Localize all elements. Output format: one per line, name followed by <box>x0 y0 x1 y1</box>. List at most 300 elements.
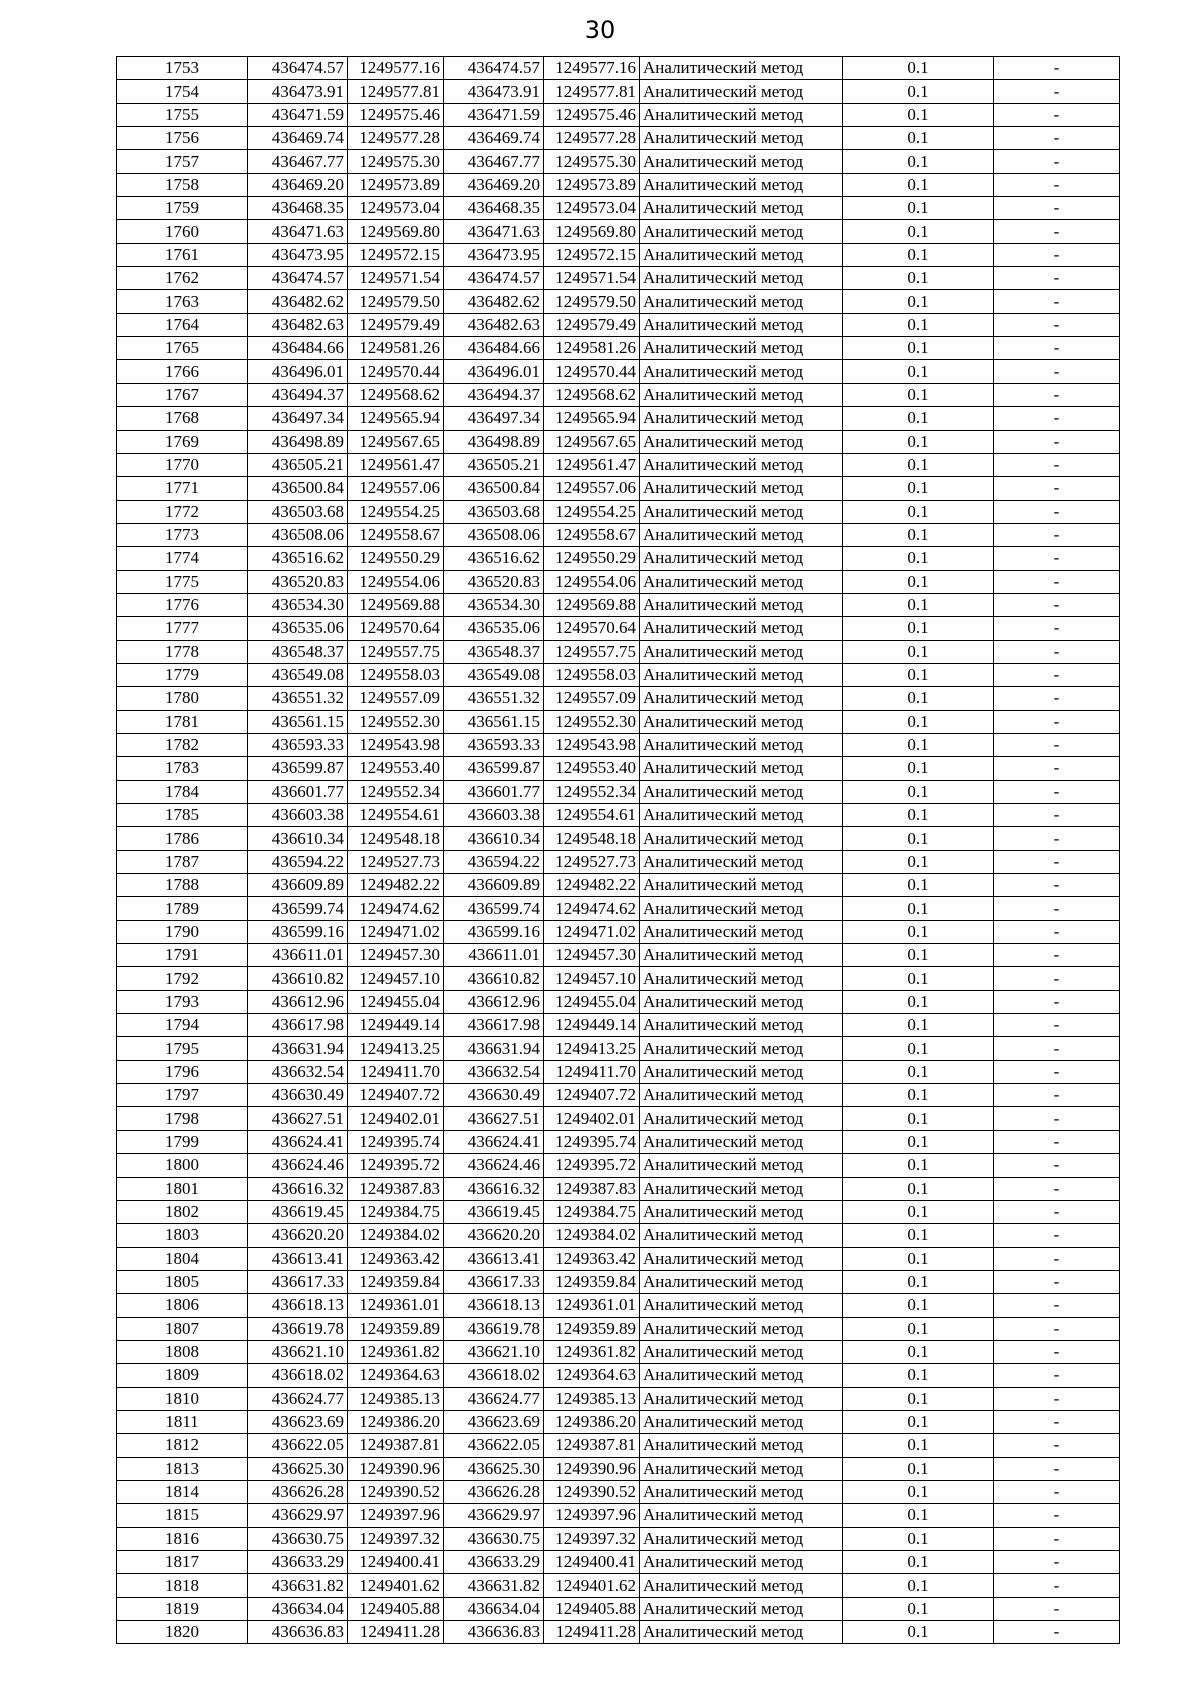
y-new-cell: 1249568.62 <box>544 383 640 406</box>
method-cell: Аналитический метод <box>640 1410 843 1433</box>
y-old-cell: 1249390.96 <box>348 1457 444 1480</box>
table-row <box>117 1597 1120 1620</box>
method-cell: Аналитический метод <box>640 710 843 733</box>
x-old-cell: 436548.37 <box>248 640 348 663</box>
table-row <box>117 337 1120 360</box>
y-new-cell: 1249527.73 <box>544 850 640 873</box>
precision-cell: 0.1 <box>843 733 994 756</box>
x-new-cell: 436505.21 <box>444 453 544 476</box>
point-number-cell: 1774 <box>117 547 248 570</box>
description-cell: - <box>994 1597 1120 1620</box>
point-number-cell: 1766 <box>117 360 248 383</box>
precision-cell: 0.1 <box>843 337 994 360</box>
method-cell: Аналитический метод <box>640 103 843 126</box>
x-new-cell: 436467.77 <box>444 150 544 173</box>
description-cell: - <box>994 990 1120 1013</box>
x-old-cell: 436599.74 <box>248 897 348 920</box>
description-cell: - <box>994 430 1120 453</box>
y-new-cell: 1249575.46 <box>544 103 640 126</box>
table-row <box>117 313 1120 336</box>
point-number-cell: 1758 <box>117 173 248 196</box>
y-new-cell: 1249457.10 <box>544 967 640 990</box>
x-new-cell: 436621.10 <box>444 1340 544 1363</box>
description-cell: - <box>994 780 1120 803</box>
x-old-cell: 436617.98 <box>248 1014 348 1037</box>
x-old-cell: 436629.97 <box>248 1504 348 1527</box>
precision-cell: 0.1 <box>843 710 994 733</box>
y-old-cell: 1249554.61 <box>348 804 444 827</box>
x-new-cell: 436603.38 <box>444 804 544 827</box>
y-new-cell: 1249552.34 <box>544 780 640 803</box>
coordinates-table <box>116 56 1120 1644</box>
x-old-cell: 436520.83 <box>248 570 348 593</box>
precision-cell: 0.1 <box>843 383 994 406</box>
description-cell: - <box>994 523 1120 546</box>
method-cell: Аналитический метод <box>640 1457 843 1480</box>
y-new-cell: 1249575.30 <box>544 150 640 173</box>
y-new-cell: 1249579.49 <box>544 313 640 336</box>
y-new-cell: 1249474.62 <box>544 897 640 920</box>
point-number-cell: 1799 <box>117 1130 248 1153</box>
description-cell: - <box>994 1247 1120 1270</box>
method-cell: Аналитический метод <box>640 267 843 290</box>
x-old-cell: 436494.37 <box>248 383 348 406</box>
method-cell: Аналитический метод <box>640 453 843 476</box>
description-cell: - <box>994 453 1120 476</box>
method-cell: Аналитический метод <box>640 1084 843 1107</box>
y-old-cell: 1249565.94 <box>348 407 444 430</box>
x-new-cell: 436630.75 <box>444 1527 544 1550</box>
precision-cell: 0.1 <box>843 1014 994 1037</box>
method-cell: Аналитический метод <box>640 150 843 173</box>
y-old-cell: 1249385.13 <box>348 1387 444 1410</box>
y-old-cell: 1249550.29 <box>348 547 444 570</box>
point-number-cell: 1775 <box>117 570 248 593</box>
table-row <box>117 850 1120 873</box>
x-new-cell: 436616.32 <box>444 1177 544 1200</box>
precision-cell: 0.1 <box>843 1130 994 1153</box>
x-new-cell: 436500.84 <box>444 477 544 500</box>
point-number-cell: 1784 <box>117 780 248 803</box>
x-old-cell: 436620.20 <box>248 1224 348 1247</box>
x-new-cell: 436634.04 <box>444 1597 544 1620</box>
point-number-cell: 1812 <box>117 1434 248 1457</box>
table-row <box>117 453 1120 476</box>
point-number-cell: 1763 <box>117 290 248 313</box>
method-cell: Аналитический метод <box>640 1480 843 1503</box>
point-number-cell: 1800 <box>117 1154 248 1177</box>
point-number-cell: 1819 <box>117 1597 248 1620</box>
table-row <box>117 1480 1120 1503</box>
description-cell: - <box>994 407 1120 430</box>
point-number-cell: 1804 <box>117 1247 248 1270</box>
point-number-cell: 1780 <box>117 687 248 710</box>
y-old-cell: 1249413.25 <box>348 1037 444 1060</box>
precision-cell: 0.1 <box>843 1037 994 1060</box>
y-old-cell: 1249387.81 <box>348 1434 444 1457</box>
x-old-cell: 436618.13 <box>248 1294 348 1317</box>
x-old-cell: 436625.30 <box>248 1457 348 1480</box>
y-new-cell: 1249395.72 <box>544 1154 640 1177</box>
x-new-cell: 436594.22 <box>444 850 544 873</box>
x-old-cell: 436616.32 <box>248 1177 348 1200</box>
x-old-cell: 436633.29 <box>248 1551 348 1574</box>
precision-cell: 0.1 <box>843 1480 994 1503</box>
method-cell: Аналитический метод <box>640 337 843 360</box>
table-row <box>117 103 1120 126</box>
precision-cell: 0.1 <box>843 477 994 500</box>
y-old-cell: 1249387.83 <box>348 1177 444 1200</box>
point-number-cell: 1776 <box>117 593 248 616</box>
x-old-cell: 436469.74 <box>248 127 348 150</box>
precision-cell: 0.1 <box>843 687 994 710</box>
x-old-cell: 436631.82 <box>248 1574 348 1597</box>
method-cell: Аналитический метод <box>640 1060 843 1083</box>
method-cell: Аналитический метод <box>640 780 843 803</box>
x-new-cell: 436617.98 <box>444 1014 544 1037</box>
y-old-cell: 1249384.75 <box>348 1200 444 1223</box>
precision-cell: 0.1 <box>843 453 994 476</box>
description-cell: - <box>994 1177 1120 1200</box>
y-new-cell: 1249364.63 <box>544 1364 640 1387</box>
description-cell: - <box>994 197 1120 220</box>
table-row <box>117 640 1120 663</box>
description-cell: - <box>994 967 1120 990</box>
y-old-cell: 1249567.65 <box>348 430 444 453</box>
y-new-cell: 1249413.25 <box>544 1037 640 1060</box>
method-cell: Аналитический метод <box>640 1551 843 1574</box>
x-new-cell: 436601.77 <box>444 780 544 803</box>
description-cell: - <box>994 593 1120 616</box>
y-old-cell: 1249363.42 <box>348 1247 444 1270</box>
description-cell: - <box>994 804 1120 827</box>
method-cell: Аналитический метод <box>640 944 843 967</box>
y-old-cell: 1249554.06 <box>348 570 444 593</box>
description-cell: - <box>994 290 1120 313</box>
point-number-cell: 1815 <box>117 1504 248 1527</box>
y-new-cell: 1249569.80 <box>544 220 640 243</box>
table-row <box>117 1200 1120 1223</box>
x-old-cell: 436617.33 <box>248 1270 348 1293</box>
y-new-cell: 1249577.28 <box>544 127 640 150</box>
point-number-cell: 1790 <box>117 920 248 943</box>
x-new-cell: 436494.37 <box>444 383 544 406</box>
precision-cell: 0.1 <box>843 1621 994 1644</box>
y-old-cell: 1249557.75 <box>348 640 444 663</box>
y-new-cell: 1249384.02 <box>544 1224 640 1247</box>
description-cell: - <box>994 80 1120 103</box>
method-cell: Аналитический метод <box>640 1037 843 1060</box>
point-number-cell: 1754 <box>117 80 248 103</box>
point-number-cell: 1778 <box>117 640 248 663</box>
y-old-cell: 1249548.18 <box>348 827 444 850</box>
precision-cell: 0.1 <box>843 1200 994 1223</box>
x-new-cell: 436498.89 <box>444 430 544 453</box>
y-new-cell: 1249401.62 <box>544 1574 640 1597</box>
point-number-cell: 1760 <box>117 220 248 243</box>
description-cell: - <box>994 127 1120 150</box>
x-old-cell: 436634.04 <box>248 1597 348 1620</box>
table-row <box>117 617 1120 640</box>
precision-cell: 0.1 <box>843 1504 994 1527</box>
y-old-cell: 1249579.50 <box>348 290 444 313</box>
y-new-cell: 1249449.14 <box>544 1014 640 1037</box>
y-new-cell: 1249548.18 <box>544 827 640 850</box>
point-number-cell: 1777 <box>117 617 248 640</box>
y-old-cell: 1249558.03 <box>348 663 444 686</box>
table-row <box>117 593 1120 616</box>
x-old-cell: 436621.10 <box>248 1340 348 1363</box>
y-old-cell: 1249552.30 <box>348 710 444 733</box>
x-new-cell: 436619.78 <box>444 1317 544 1340</box>
point-number-cell: 1816 <box>117 1527 248 1550</box>
point-number-cell: 1797 <box>117 1084 248 1107</box>
point-number-cell: 1820 <box>117 1621 248 1644</box>
description-cell: - <box>994 850 1120 873</box>
method-cell: Аналитический метод <box>640 570 843 593</box>
y-old-cell: 1249575.46 <box>348 103 444 126</box>
x-old-cell: 436508.06 <box>248 523 348 546</box>
precision-cell: 0.1 <box>843 640 994 663</box>
precision-cell: 0.1 <box>843 1247 994 1270</box>
point-number-cell: 1769 <box>117 430 248 453</box>
y-new-cell: 1249554.06 <box>544 570 640 593</box>
point-number-cell: 1782 <box>117 733 248 756</box>
table-row <box>117 1247 1120 1270</box>
precision-cell: 0.1 <box>843 1387 994 1410</box>
method-cell: Аналитический метод <box>640 804 843 827</box>
method-cell: Аналитический метод <box>640 1340 843 1363</box>
method-cell: Аналитический метод <box>640 850 843 873</box>
x-new-cell: 436599.16 <box>444 920 544 943</box>
y-old-cell: 1249411.70 <box>348 1060 444 1083</box>
table-row <box>117 383 1120 406</box>
precision-cell: 0.1 <box>843 663 994 686</box>
x-new-cell: 436474.57 <box>444 57 544 80</box>
y-old-cell: 1249573.89 <box>348 173 444 196</box>
table-row <box>117 1551 1120 1574</box>
y-old-cell: 1249552.34 <box>348 780 444 803</box>
x-new-cell: 436622.05 <box>444 1434 544 1457</box>
x-old-cell: 436473.95 <box>248 243 348 266</box>
method-cell: Аналитический метод <box>640 733 843 756</box>
x-old-cell: 436624.46 <box>248 1154 348 1177</box>
y-new-cell: 1249411.70 <box>544 1060 640 1083</box>
point-number-cell: 1785 <box>117 804 248 827</box>
y-old-cell: 1249568.62 <box>348 383 444 406</box>
y-old-cell: 1249364.63 <box>348 1364 444 1387</box>
table-row <box>117 1107 1120 1130</box>
table-row <box>117 710 1120 733</box>
method-cell: Аналитический метод <box>640 663 843 686</box>
y-new-cell: 1249569.88 <box>544 593 640 616</box>
y-new-cell: 1249384.75 <box>544 1200 640 1223</box>
y-old-cell: 1249384.02 <box>348 1224 444 1247</box>
y-old-cell: 1249411.28 <box>348 1621 444 1644</box>
precision-cell: 0.1 <box>843 360 994 383</box>
y-old-cell: 1249577.28 <box>348 127 444 150</box>
x-new-cell: 436549.08 <box>444 663 544 686</box>
precision-cell: 0.1 <box>843 57 994 80</box>
description-cell: - <box>994 1457 1120 1480</box>
point-number-cell: 1794 <box>117 1014 248 1037</box>
table-row <box>117 967 1120 990</box>
method-cell: Аналитический метод <box>640 1597 843 1620</box>
y-old-cell: 1249400.41 <box>348 1551 444 1574</box>
x-new-cell: 436473.95 <box>444 243 544 266</box>
method-cell: Аналитический метод <box>640 1317 843 1340</box>
precision-cell: 0.1 <box>843 1224 994 1247</box>
description-cell: - <box>994 570 1120 593</box>
method-cell: Аналитический метод <box>640 640 843 663</box>
method-cell: Аналитический метод <box>640 1154 843 1177</box>
y-new-cell: 1249397.96 <box>544 1504 640 1527</box>
method-cell: Аналитический метод <box>640 874 843 897</box>
x-old-cell: 436624.41 <box>248 1130 348 1153</box>
table-row <box>117 1294 1120 1317</box>
y-new-cell: 1249573.04 <box>544 197 640 220</box>
y-new-cell: 1249554.61 <box>544 804 640 827</box>
method-cell: Аналитический метод <box>640 1294 843 1317</box>
x-new-cell: 436617.33 <box>444 1270 544 1293</box>
table-row <box>117 1224 1120 1247</box>
x-old-cell: 436613.41 <box>248 1247 348 1270</box>
description-cell: - <box>994 897 1120 920</box>
precision-cell: 0.1 <box>843 1107 994 1130</box>
description-cell: - <box>994 1224 1120 1247</box>
x-old-cell: 436468.35 <box>248 197 348 220</box>
y-new-cell: 1249400.41 <box>544 1551 640 1574</box>
point-number-cell: 1764 <box>117 313 248 336</box>
method-cell: Аналитический метод <box>640 1247 843 1270</box>
point-number-cell: 1753 <box>117 57 248 80</box>
x-new-cell: 436561.15 <box>444 710 544 733</box>
x-new-cell: 436612.96 <box>444 990 544 1013</box>
precision-cell: 0.1 <box>843 523 994 546</box>
point-number-cell: 1757 <box>117 150 248 173</box>
point-number-cell: 1770 <box>117 453 248 476</box>
y-old-cell: 1249572.15 <box>348 243 444 266</box>
x-old-cell: 436471.63 <box>248 220 348 243</box>
y-old-cell: 1249457.10 <box>348 967 444 990</box>
table-row <box>117 1270 1120 1293</box>
y-new-cell: 1249573.89 <box>544 173 640 196</box>
precision-cell: 0.1 <box>843 850 994 873</box>
table-body <box>117 57 1120 1644</box>
description-cell: - <box>994 150 1120 173</box>
method-cell: Аналитический метод <box>640 687 843 710</box>
precision-cell: 0.1 <box>843 103 994 126</box>
description-cell: - <box>994 1037 1120 1060</box>
description-cell: - <box>994 617 1120 640</box>
point-number-cell: 1801 <box>117 1177 248 1200</box>
description-cell: - <box>994 1621 1120 1644</box>
method-cell: Аналитический метод <box>640 593 843 616</box>
description-cell: - <box>994 1504 1120 1527</box>
description-cell: - <box>994 1107 1120 1130</box>
y-new-cell: 1249387.81 <box>544 1434 640 1457</box>
precision-cell: 0.1 <box>843 967 994 990</box>
point-number-cell: 1792 <box>117 967 248 990</box>
y-old-cell: 1249359.89 <box>348 1317 444 1340</box>
x-old-cell: 436549.08 <box>248 663 348 686</box>
x-new-cell: 436609.89 <box>444 874 544 897</box>
x-old-cell: 436482.63 <box>248 313 348 336</box>
description-cell: - <box>994 1060 1120 1083</box>
y-new-cell: 1249359.84 <box>544 1270 640 1293</box>
x-new-cell: 436620.20 <box>444 1224 544 1247</box>
description-cell: - <box>994 1014 1120 1037</box>
x-new-cell: 436520.83 <box>444 570 544 593</box>
x-new-cell: 436471.63 <box>444 220 544 243</box>
x-old-cell: 436561.15 <box>248 710 348 733</box>
point-number-cell: 1789 <box>117 897 248 920</box>
y-new-cell: 1249361.01 <box>544 1294 640 1317</box>
method-cell: Аналитический метод <box>640 1621 843 1644</box>
method-cell: Аналитический метод <box>640 1364 843 1387</box>
x-new-cell: 436482.62 <box>444 290 544 313</box>
precision-cell: 0.1 <box>843 897 994 920</box>
x-old-cell: 436471.59 <box>248 103 348 126</box>
table-row <box>117 80 1120 103</box>
x-old-cell: 436630.49 <box>248 1084 348 1107</box>
y-new-cell: 1249386.20 <box>544 1410 640 1433</box>
description-cell: - <box>994 1527 1120 1550</box>
method-cell: Аналитический метод <box>640 1527 843 1550</box>
y-old-cell: 1249561.47 <box>348 453 444 476</box>
y-old-cell: 1249557.09 <box>348 687 444 710</box>
method-cell: Аналитический метод <box>640 313 843 336</box>
x-old-cell: 436505.21 <box>248 453 348 476</box>
y-old-cell: 1249386.20 <box>348 1410 444 1433</box>
method-cell: Аналитический метод <box>640 127 843 150</box>
precision-cell: 0.1 <box>843 1597 994 1620</box>
y-new-cell: 1249571.54 <box>544 267 640 290</box>
precision-cell: 0.1 <box>843 1084 994 1107</box>
table-row <box>117 663 1120 686</box>
method-cell: Аналитический метод <box>640 1387 843 1410</box>
method-cell: Аналитический метод <box>640 757 843 780</box>
precision-cell: 0.1 <box>843 1154 994 1177</box>
description-cell: - <box>994 1387 1120 1410</box>
point-number-cell: 1818 <box>117 1574 248 1597</box>
precision-cell: 0.1 <box>843 1317 994 1340</box>
precision-cell: 0.1 <box>843 407 994 430</box>
x-old-cell: 436497.34 <box>248 407 348 430</box>
precision-cell: 0.1 <box>843 1434 994 1457</box>
description-cell: - <box>994 640 1120 663</box>
method-cell: Аналитический метод <box>640 1434 843 1457</box>
x-new-cell: 436471.59 <box>444 103 544 126</box>
table-row <box>117 920 1120 943</box>
description-cell: - <box>994 733 1120 756</box>
x-old-cell: 436609.89 <box>248 874 348 897</box>
table-row <box>117 500 1120 523</box>
description-cell: - <box>994 220 1120 243</box>
table-row <box>117 570 1120 593</box>
precision-cell: 0.1 <box>843 1574 994 1597</box>
x-old-cell: 436534.30 <box>248 593 348 616</box>
point-number-cell: 1759 <box>117 197 248 220</box>
x-old-cell: 436619.78 <box>248 1317 348 1340</box>
y-new-cell: 1249567.65 <box>544 430 640 453</box>
table-row <box>117 197 1120 220</box>
table-row <box>117 547 1120 570</box>
description-cell: - <box>994 1434 1120 1457</box>
x-old-cell: 436601.77 <box>248 780 348 803</box>
table-row <box>117 733 1120 756</box>
y-old-cell: 1249527.73 <box>348 850 444 873</box>
